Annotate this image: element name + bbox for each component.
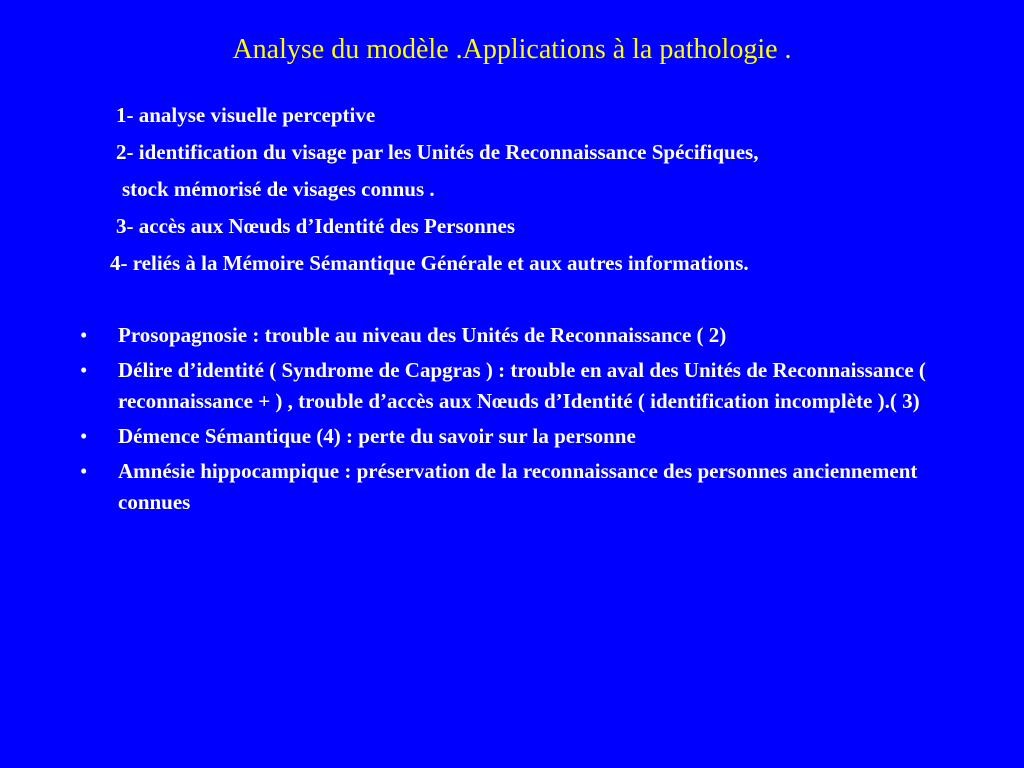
bullet-text: Amnésie hippocampique : préservation de la reconnaissance des personnes anciennement connues: [118, 459, 918, 514]
bullet-marker: •: [80, 323, 88, 347]
bullet-amnesie-hippocampique: [0, 456, 948, 518]
step-2: 2- identification du visage par les Unités de Reconnaissance Spécifiques,: [116, 140, 759, 164]
bullet-prosopagnosie: [0, 320, 948, 351]
step-3: 3- accès aux Nœuds d’Identité des Personnes: [116, 214, 515, 238]
bullet-marker: •: [80, 424, 88, 448]
bullet-delire-identite: [0, 355, 948, 417]
bullet-marker: •: [80, 358, 88, 382]
bullet-demence-semantique: [0, 421, 948, 452]
bullet-marker: •: [80, 459, 88, 483]
pathology-bullet-list: [0, 320, 1024, 522]
step-4: 4- reliés à la Mémoire Sémantique Générale et aux autres informations.: [110, 251, 749, 275]
step-1: 1- analyse visuelle perceptive: [116, 103, 376, 127]
bullet-text: Démence Sémantique (4) : perte du savoir sur la personne: [118, 424, 636, 448]
bullet-text: Prosopagnosie : trouble au niveau des Unités de Reconnaissance ( 2): [118, 323, 727, 347]
bullet-text: Délire d’identité ( Syndrome de Capgras ) : trouble en aval des Unités de Reconnaissance ( reconnaissance + ) , trouble d’accès aux Nœuds d’Identité ( identification incomplète ).( 3): [118, 358, 926, 413]
slide-title: Analyse du modèle .Applications à la pathologie .: [232, 34, 792, 65]
step-2-continuation: stock mémorisé de visages connus .: [122, 177, 435, 201]
